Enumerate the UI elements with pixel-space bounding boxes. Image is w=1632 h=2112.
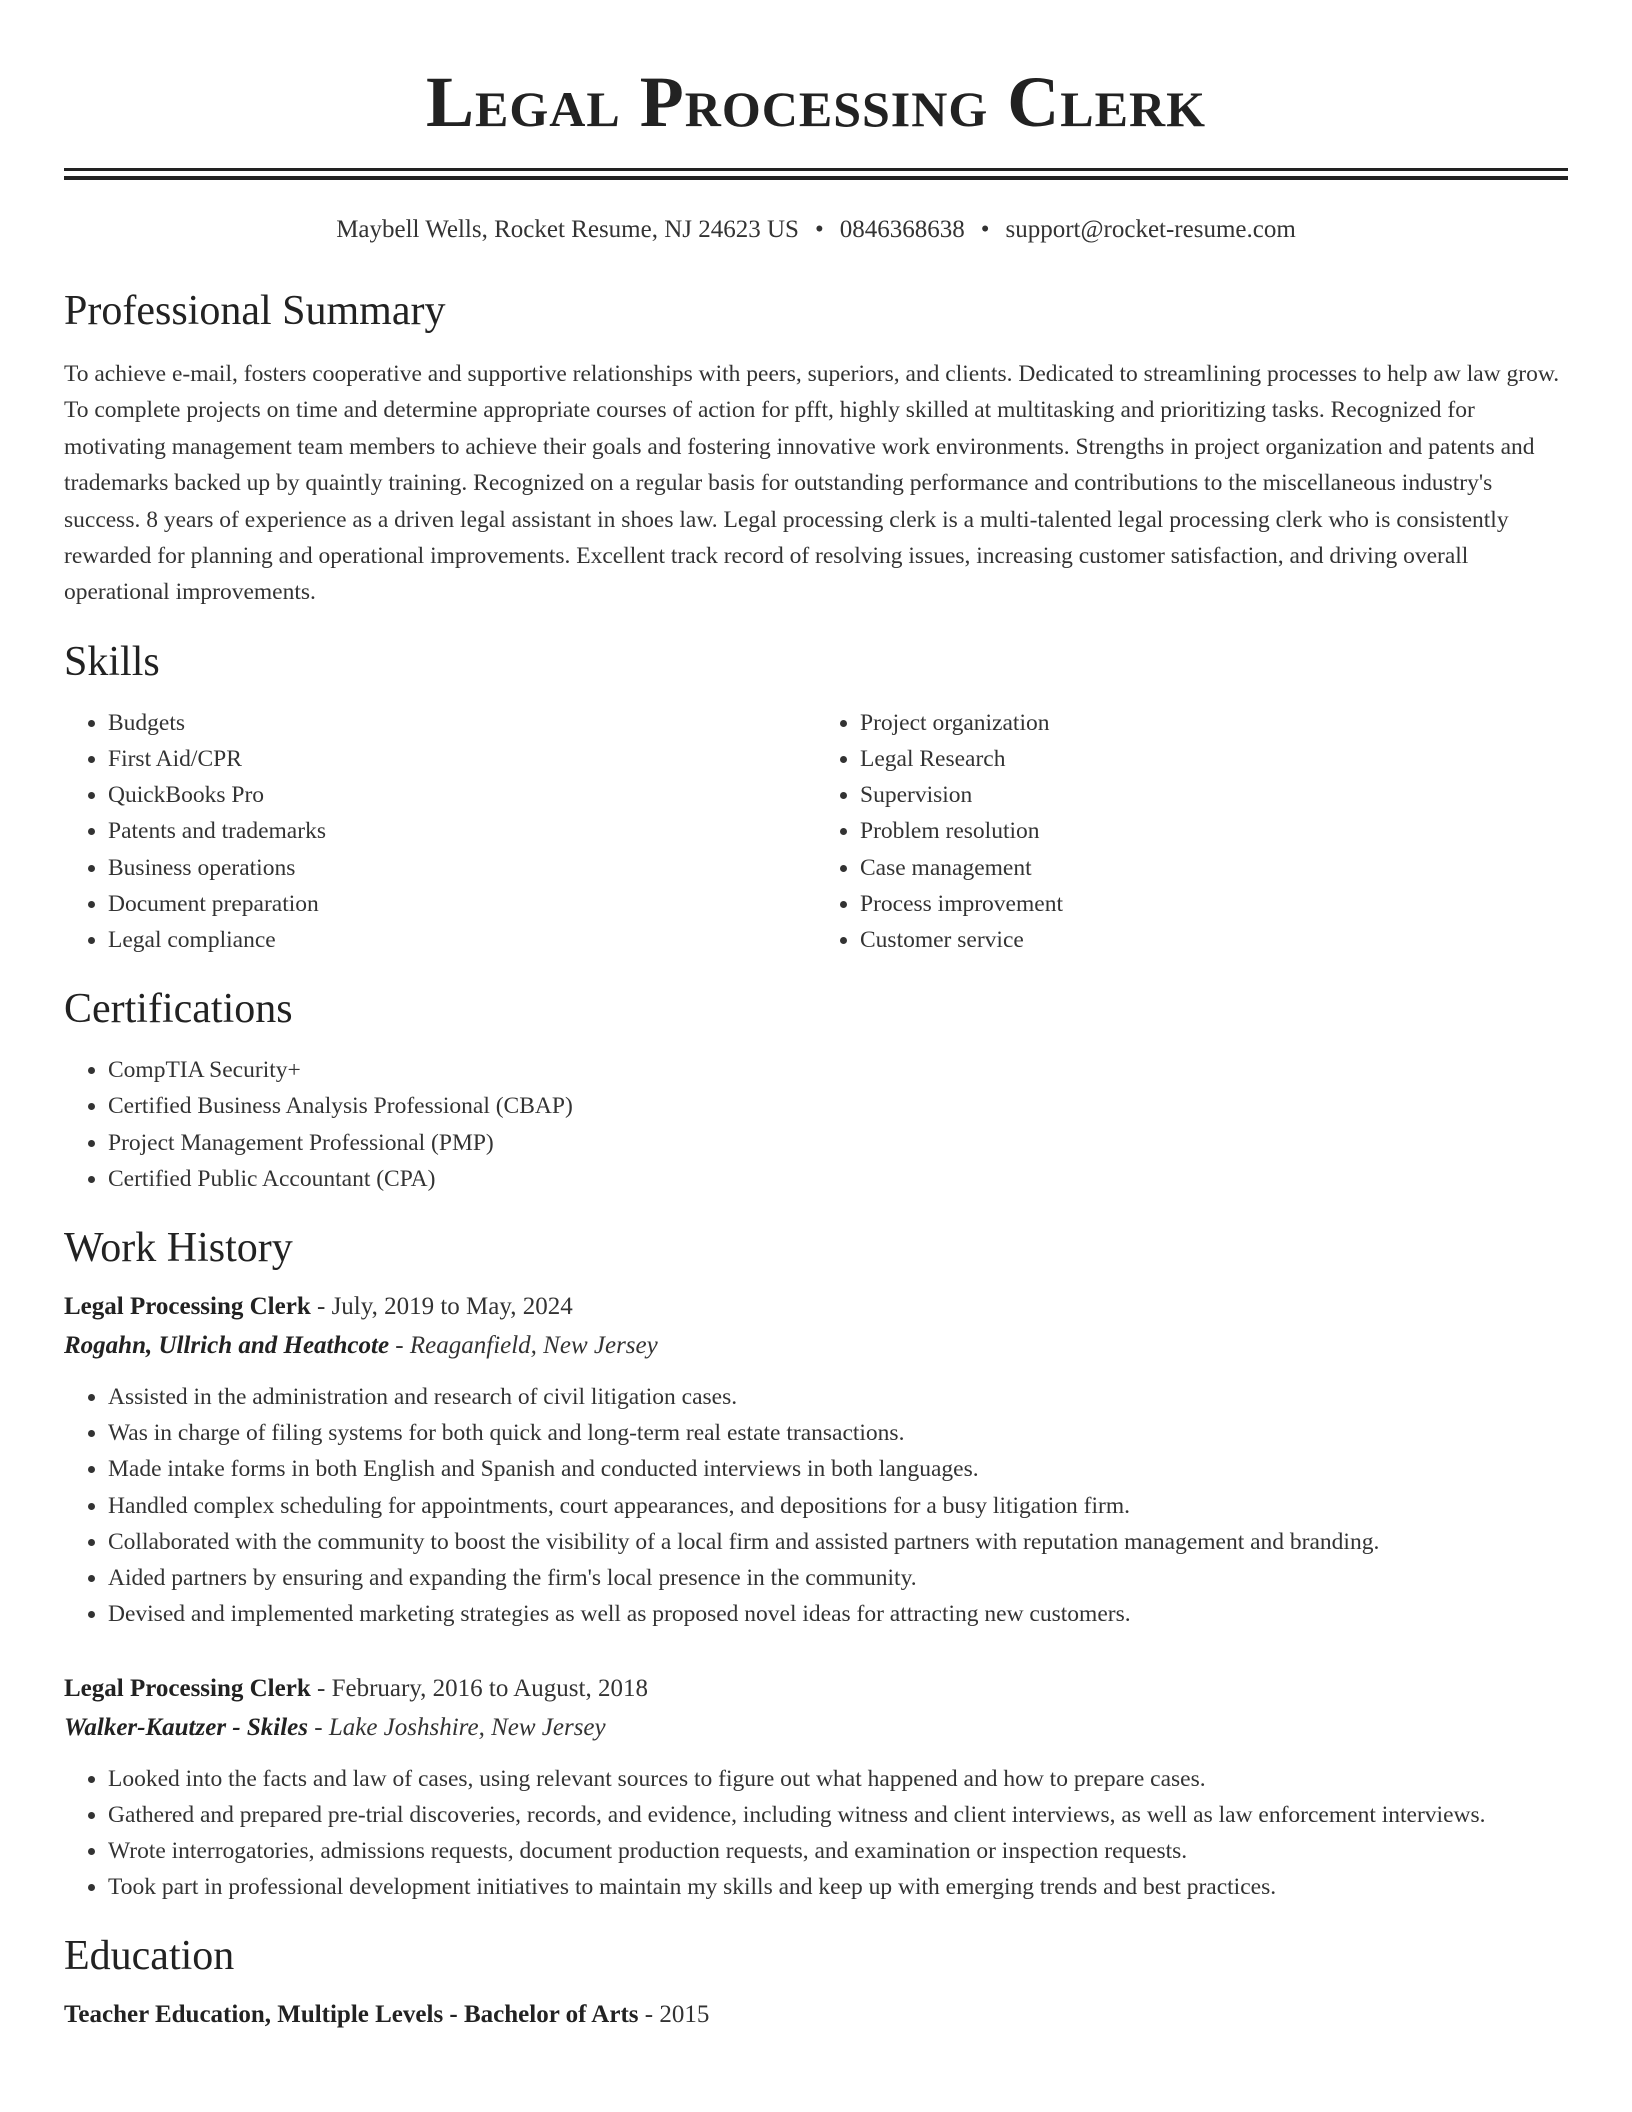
job-duty: • Looked into the facts and law of cases, using relevant sources to figure out what happened and how to prepare cases.: [108, 1761, 1568, 1797]
dash-separator: -: [395, 1332, 404, 1360]
job-duty: • Aided partners by ensuring and expanding the firm's local presence in the community.: [108, 1560, 1568, 1596]
job-duties-list: [64, 1379, 1568, 1632]
skill-item: • Legal Research: [860, 741, 1568, 777]
dash-separator: -: [314, 1713, 323, 1741]
job-dates: February, 2016 to August, 2018: [331, 1674, 648, 1702]
certification-item: • Project Management Professional (PMP): [108, 1125, 1568, 1161]
job-duty: • Gathered and prepared pre-trial discoveries, records, and evidence, including witness and client interviews, as well as law enforcement interviews.: [108, 1797, 1568, 1833]
job-title-line: [64, 1669, 1568, 1708]
job-title-line: [64, 1287, 1568, 1326]
certification-item: • Certified Business Analysis Professional (CBAP): [108, 1088, 1568, 1124]
contact-phone: 0846368638: [839, 216, 965, 243]
job-dates: July, 2019 to May, 2024: [331, 1293, 573, 1321]
job-company: Rogahn, Ullrich and Heathcote: [64, 1332, 390, 1360]
contact-line: [64, 214, 1568, 246]
skill-item: • Legal compliance: [108, 922, 816, 958]
skills-list-right: [816, 705, 1568, 958]
contact-email: support@rocket-resume.com: [1005, 216, 1296, 243]
education-degree: Teacher Education, Multiple Levels - Bachelor of Arts: [64, 2001, 639, 2029]
job-duty: • Made intake forms in both English and Spanish and conducted interviews in both languages.: [108, 1451, 1568, 1487]
education-year: 2015: [659, 2001, 710, 2029]
certifications-list: [64, 1052, 1568, 1197]
resume-title: Legal Processing Clerk: [426, 62, 1206, 142]
summary-heading: Professional Summary: [64, 288, 446, 334]
skill-item: • Document preparation: [108, 886, 816, 922]
job-location: Lake Joshshire, New Jersey: [328, 1713, 606, 1741]
education-entry: [64, 1995, 1568, 2034]
job-entry: [64, 1287, 1568, 1632]
certifications-heading: Certifications: [64, 986, 293, 1033]
skills-heading: Skills: [64, 638, 160, 685]
dash-separator: -: [316, 1674, 326, 1702]
certification-item: • CompTIA Security+: [108, 1052, 1568, 1088]
summary-text: To achieve e-mail, fosters cooperative and supportive relationships with peers, superiors, and clients. Dedicated to streamlining processes to help aw law grow. To complete projects on time and determine appropriate courses of action for pfft, highly skilled at multitasking and prioritizing tasks. Recognized for motivating management team members to achieve their goals and fostering innovative work environments. Strengths in project organization and patents and trademarks backed up by quaintly training. Recognized on a regular basis for outstanding performance and contributions to the miscellaneous industry's success. 8 years of experience as a driven legal assistant in shoes law. Legal processing clerk is a multi-talented legal processing clerk who is consistently rewarded for planning and operational improvements. Excellent track record of resolving issues, increasing customer satisfaction, and driving overall operational improvements.: [64, 361, 1560, 606]
job-duty: • Was in charge of filing systems for both quick and long-term real estate transactions.: [108, 1415, 1568, 1451]
certification-item: • Certified Public Accountant (CPA): [108, 1161, 1568, 1197]
contact-address: Maybell Wells, Rocket Resume, NJ 24623 US: [336, 216, 799, 243]
skill-item: • Patents and trademarks: [108, 813, 816, 849]
skill-item: • Case management: [860, 850, 1568, 886]
job-duty: • Assisted in the administration and research of civil litigation cases.: [108, 1379, 1568, 1415]
job-location: Reaganfield, New Jersey: [409, 1332, 658, 1360]
skill-item: • Problem resolution: [860, 813, 1568, 849]
job-company-line: [64, 1326, 1568, 1365]
job-duty: • Took part in professional development initiatives to maintain my skills and keep up with emerging trends and best practices.: [108, 1869, 1568, 1905]
job-duty: • Handled complex scheduling for appointments, court appearances, and depositions for a busy litigation firm.: [108, 1488, 1568, 1524]
skills-list-left: [64, 705, 816, 958]
education-heading: Education: [64, 1933, 235, 1980]
dash-separator: -: [316, 1293, 326, 1321]
skill-item: • Customer service: [860, 922, 1568, 958]
title-divider: [64, 168, 1568, 180]
skill-item: • Project organization: [860, 705, 1568, 741]
dash-separator: -: [644, 2001, 654, 2029]
job-duties-list: [64, 1761, 1568, 1906]
job-company: Walker-Kautzer - Skiles: [64, 1713, 308, 1741]
work-history-heading: Work History: [64, 1225, 293, 1272]
job-entry: [64, 1669, 1568, 1906]
skill-item: • QuickBooks Pro: [108, 777, 816, 813]
job-title: Legal Processing Clerk: [64, 1293, 311, 1321]
skill-item: • Budgets: [108, 705, 816, 741]
job-duty: • Collaborated with the community to boost the visibility of a local firm and assisted partners with reputation management and branding.: [108, 1524, 1568, 1560]
job-duty: • Wrote interrogatories, admissions requests, document production requests, and examination or inspection requests.: [108, 1833, 1568, 1869]
contact-separator: •: [814, 216, 824, 243]
job-title: Legal Processing Clerk: [64, 1674, 311, 1702]
skills-columns: [64, 705, 1568, 958]
skill-item: • Business operations: [108, 850, 816, 886]
job-company-line: [64, 1708, 1568, 1747]
skill-item: • Process improvement: [860, 886, 1568, 922]
skill-item: • First Aid/CPR: [108, 741, 816, 777]
job-duty: • Devised and implemented marketing strategies as well as proposed novel ideas for attracting new customers.: [108, 1596, 1568, 1632]
skill-item: • Supervision: [860, 777, 1568, 813]
contact-separator: •: [980, 216, 990, 243]
